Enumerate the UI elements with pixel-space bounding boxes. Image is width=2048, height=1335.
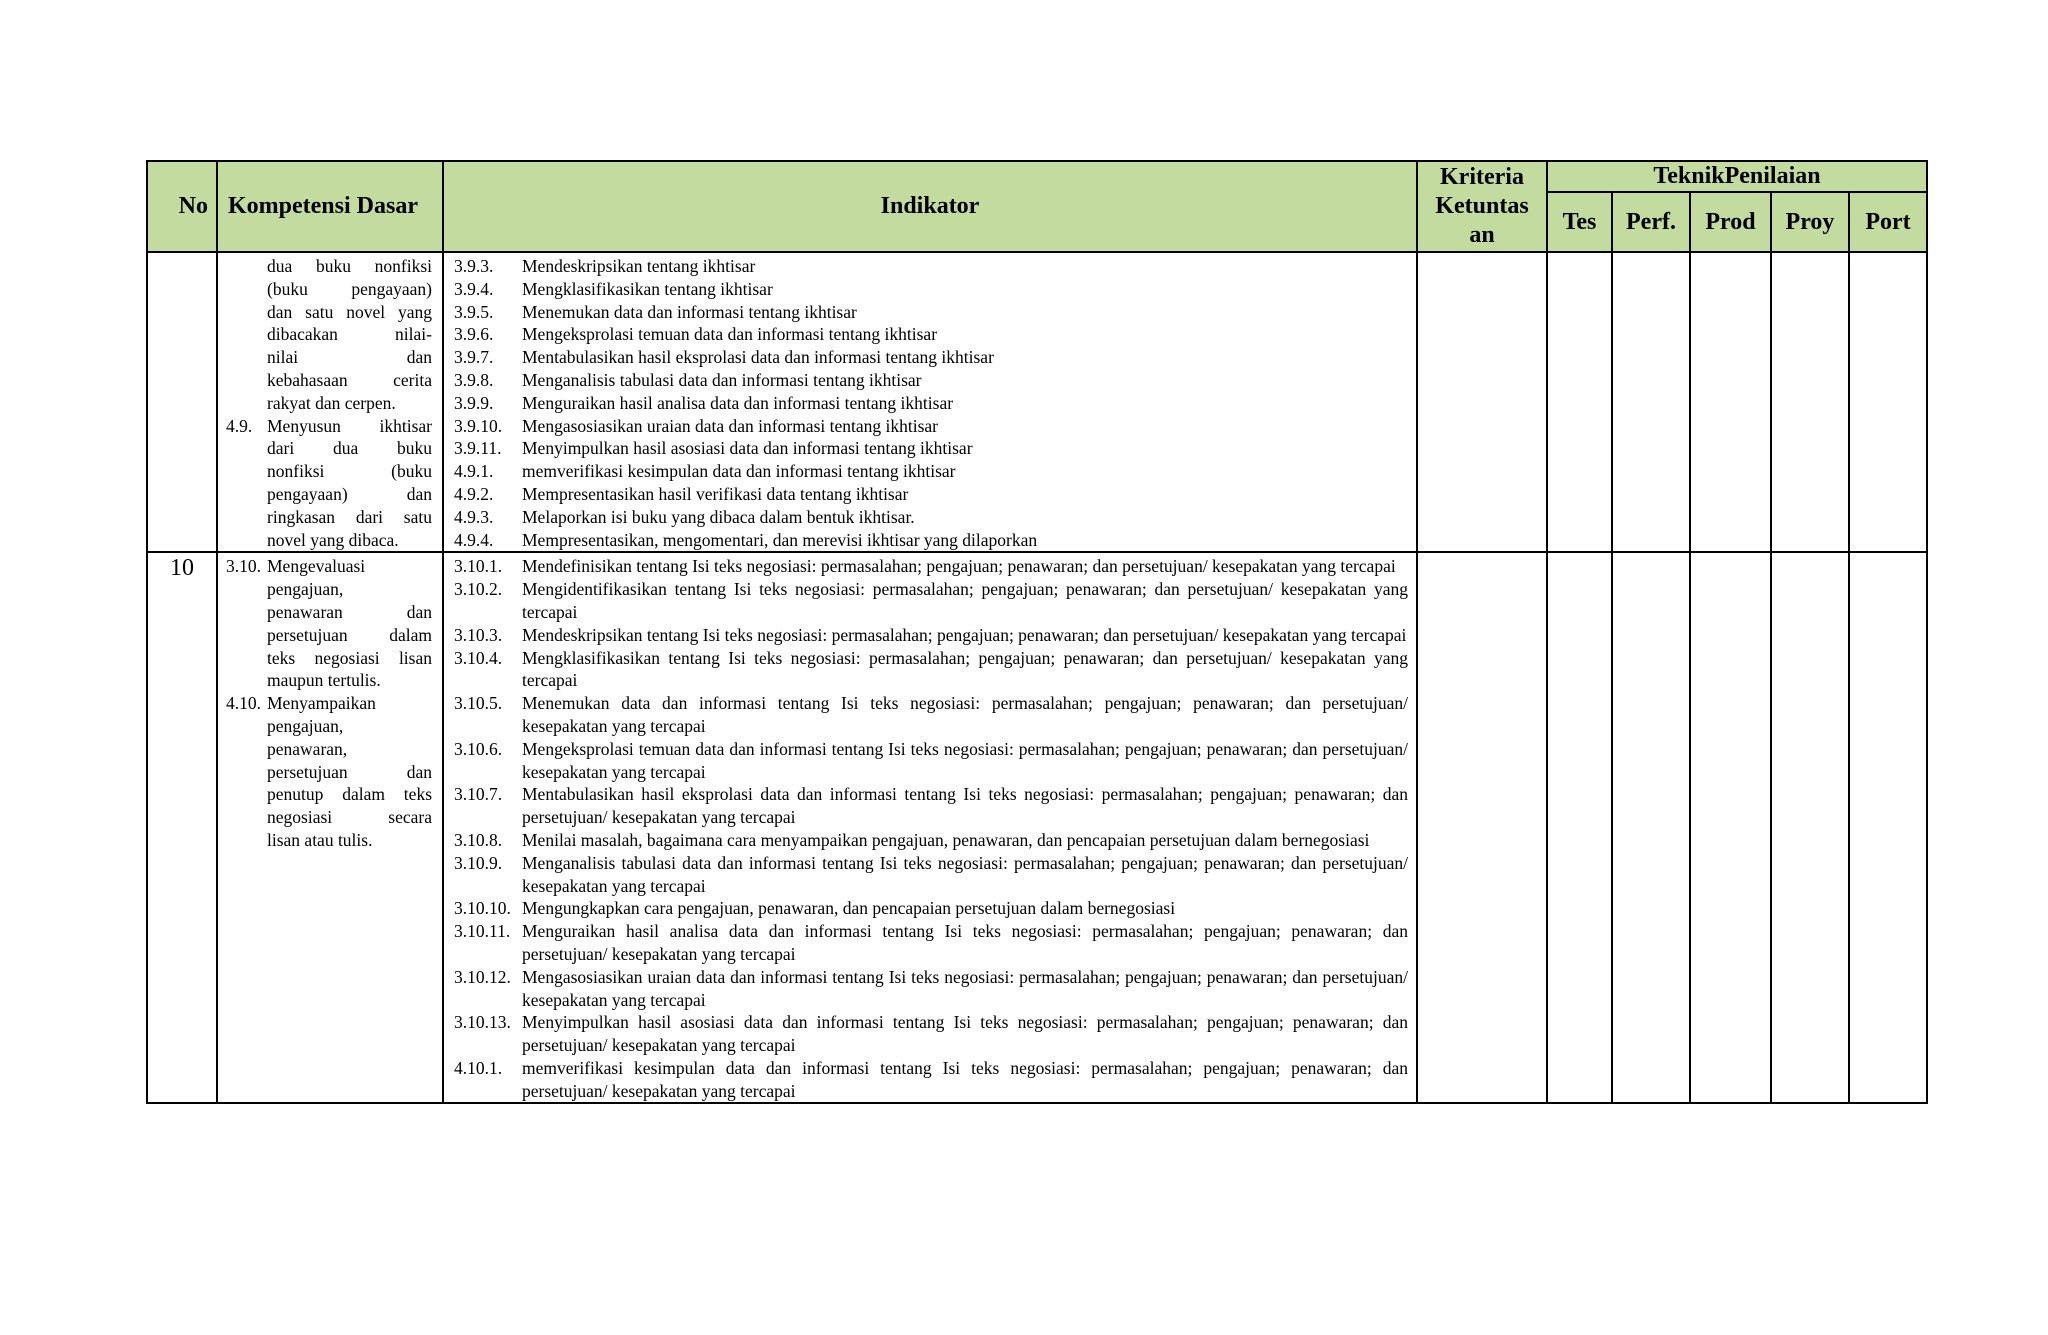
kd-line: persetujuan dan (267, 761, 432, 782)
kd-line: maupun tertulis. (267, 670, 381, 691)
kd-line: Menyusun ikhtisar (267, 415, 432, 436)
kd-line: Menyampaikan (267, 693, 376, 714)
indikator-number: 4.9.4. (454, 529, 494, 550)
prod-cell (1690, 552, 1771, 1103)
tes-cell (1547, 552, 1612, 1103)
kd-line: penawaran, (267, 738, 348, 759)
indikator-number: 3.10.12. (454, 966, 511, 987)
indikator-item (454, 346, 1408, 369)
table-body (147, 252, 1927, 1103)
indikator-number: 3.9.6. (454, 324, 494, 345)
indikator-number: 3.9.7. (454, 347, 494, 368)
header-kriteria-line: Kriteria (1440, 164, 1524, 190)
indikator-item (454, 829, 1408, 852)
kd-item (226, 555, 432, 692)
header-teknik-penilaian: TeknikPenilaian (1547, 161, 1927, 192)
indikator-item (454, 255, 1408, 278)
kd-text (267, 692, 432, 852)
table-header (147, 161, 1927, 252)
indikator-text: Mengeksprolasi temuan data dan informasi tentang Isi teks negosiasi: permasalahan; pengajuan; penawaran; dan persetujuan/ kesepakatan yang tercapai (522, 738, 1408, 782)
indikator-number: 3.10.1. (454, 556, 503, 577)
row-number: 10 (147, 552, 217, 1103)
indikator-item (454, 1057, 1408, 1103)
kd-line: (buku pengayaan) (267, 278, 432, 299)
indikator-text: Mendeskripsikan tentang Isi teks negosiasi: permasalahan; pengajuan; penawaran; dan persetujuan/ kesepakatan yang tercapai (522, 624, 1407, 645)
kd-line: lisan atau tulis. (267, 829, 373, 850)
indikator-number: 3.10.4. (454, 647, 503, 668)
indikator-item (454, 483, 1408, 506)
indikator-text: Menguraikan hasil analisa data dan informasi tentang ikhtisar (522, 392, 954, 413)
indikator-number: 3.9.11. (454, 438, 502, 459)
table-row (147, 252, 1927, 552)
indikator-number: 3.10.13. (454, 1012, 511, 1033)
kd-line: nonfiksi (buku (267, 461, 432, 482)
perf-cell (1612, 252, 1690, 552)
indikator-text: Melaporkan isi buku yang dibaca dalam bentuk ikhtisar. (522, 506, 915, 527)
indikator-number: 4.10.1. (454, 1057, 503, 1078)
indikator-item (454, 920, 1408, 966)
indikator-number: 3.10.3. (454, 624, 503, 645)
indikator-text: Menemukan data dan informasi tentang ikhtisar (522, 301, 857, 322)
indikator-item (454, 692, 1408, 738)
indikator-item (454, 852, 1408, 898)
indikator-text: Mendeskripsikan tentang ikhtisar (522, 256, 756, 276)
indikator-number: 3.9.10. (454, 415, 503, 436)
proy-cell (1771, 252, 1849, 552)
kd-line: dari dua buku (267, 438, 432, 459)
kd-line: Mengevaluasi (267, 556, 366, 577)
indikator-item (454, 624, 1408, 647)
indikator-number: 3.9.5. (454, 301, 494, 322)
indikator-item (454, 506, 1408, 529)
indikator-text: Menganalisis tabulasi data dan informasi tentang ikhtisar (522, 369, 922, 390)
prod-cell (1690, 252, 1771, 552)
table-row (147, 552, 1927, 1103)
kd-line: dua buku nonfiksi (267, 256, 432, 276)
indikator-item (454, 529, 1408, 552)
kd-line: teks negosiasi lisan (267, 647, 432, 668)
indikator-cell (443, 252, 1417, 552)
indikator-text: Mentabulasikan hasil eksprolasi data dan informasi tentang Isi teks negosiasi: permasalahan; pengajuan; penawaran; dan persetujuan/ kesepakatan yang tercapai (522, 784, 1408, 828)
indikator-number: 3.9.8. (454, 369, 494, 390)
indikator-text: Mengidentifikasikan tentang Isi teks negosiasi: permasalahan; pengajuan; penawaran; dan persetujuan/ kesepakatan yang tercapai (522, 579, 1408, 622)
kriteria-cell (1417, 552, 1547, 1103)
kompetensi-dasar-cell (217, 252, 443, 552)
row-number (147, 252, 217, 552)
indikator-number: 3.10.10. (454, 898, 511, 919)
indikator-item (454, 966, 1408, 1012)
kd-line: penawaran dan (267, 601, 432, 622)
kd-number: 4.9. (226, 415, 253, 436)
indikator-number: 3.10.9. (454, 852, 503, 873)
indikator-text: Menganalisis tabulasi data dan informasi tentang Isi teks negosiasi: permasalahan; pengajuan; penawaran; dan persetujuan/ kesepakatan yang tercapai (522, 852, 1408, 896)
indikator-number: 3.9.3. (454, 256, 494, 276)
header-proy: Proy (1771, 192, 1849, 252)
header-kompetensi-dasar: Kompetensi Dasar (217, 161, 443, 252)
indikator-cell (443, 552, 1417, 1103)
header-tes: Tes (1547, 192, 1612, 252)
indikator-number: 4.9.2. (454, 483, 494, 504)
indikator-text: Mengklasifikasikan tentang Isi teks negosiasi: permasalahan; pengajuan; penawaran; dan persetujuan/ kesepakatan yang tercapai (522, 647, 1408, 691)
header-kriteria-line: an (1469, 222, 1495, 248)
indikator-item (454, 369, 1408, 392)
port-cell (1849, 552, 1927, 1103)
indikator-text: Menilai masalah, bagaimana cara menyampaikan pengajuan, penawaran, dan pencapaian persetujuan dalam bernegosiasi (522, 829, 1370, 850)
indikator-item (454, 437, 1408, 460)
kd-line: dibacakan nilai- (267, 324, 432, 345)
kd-line: novel yang dibaca. (267, 529, 399, 550)
header-no: No (147, 161, 217, 252)
indikator-text: Menguraikan hasil analisa data dan informasi tentang Isi teks negosiasi: permasalahan; pengajuan; penawaran; dan persetujuan/ kesepakatan yang tercapai (522, 921, 1408, 964)
kd-item (226, 692, 432, 852)
kd-line: rakyat dan cerpen. (267, 392, 396, 413)
kd-line: ringkasan dari satu (267, 506, 432, 527)
kd-line: nilai dan (267, 347, 432, 368)
indikator-number: 3.10.2. (454, 579, 503, 600)
port-cell (1849, 252, 1927, 552)
indikator-item (454, 578, 1408, 624)
indikator-number: 3.10.8. (454, 829, 503, 850)
kd-text (267, 415, 432, 552)
header-kriteria-ketuntasan (1417, 161, 1547, 252)
header-indikator: Indikator (443, 161, 1417, 252)
kd-line: pengayaan) dan (267, 483, 432, 504)
indikator-number: 4.9.1. (454, 461, 494, 482)
indikator-text: memverifikasi kesimpulan data dan informasi tentang Isi teks negosiasi: permasalahan; pengajuan; penawaran; dan persetujuan/ kesepakatan yang tercapai (522, 1057, 1408, 1101)
indikator-text: Mengungkapkan cara pengajuan, penawaran, dan pencapaian persetujuan dalam bernegosiasi (522, 898, 1176, 919)
assessment-table (146, 160, 1928, 1104)
indikator-text: Mendefinisikan tentang Isi teks negosiasi: permasalahan; pengajuan; penawaran; dan persetujuan/ kesepakatan yang tercapai (522, 556, 1396, 577)
indikator-item (454, 1011, 1408, 1057)
indikator-number: 3.10.7. (454, 784, 503, 805)
kompetensi-dasar-cell (217, 552, 443, 1103)
indikator-item (454, 392, 1408, 415)
indikator-number: 3.9.4. (454, 278, 494, 299)
indikator-text: Mengasosiasikan uraian data dan informasi tentang Isi teks negosiasi: permasalahan; pengajuan; penawaran; dan persetujuan/ kesepakatan yang tercapai (522, 966, 1408, 1010)
kd-line: kebahasaan cerita (267, 369, 432, 390)
kd-line: dan satu novel yang (267, 301, 432, 322)
indikator-text: Mengeksprolasi temuan data dan informasi tentang ikhtisar (522, 324, 938, 345)
indikator-item (454, 647, 1408, 693)
indikator-item (454, 555, 1408, 578)
header-kriteria-line: Ketuntas (1435, 193, 1529, 219)
indikator-item (454, 897, 1408, 920)
kriteria-cell (1417, 252, 1547, 552)
indikator-number: 3.10.11. (454, 921, 511, 942)
header-perf: Perf. (1612, 192, 1690, 252)
header-prod: Prod (1690, 192, 1771, 252)
indikator-text: Mengklasifikasikan tentang ikhtisar (522, 278, 773, 299)
indikator-item (454, 783, 1408, 829)
indikator-number: 3.10.5. (454, 693, 503, 714)
kd-indent (226, 255, 267, 415)
indikator-text: Mentabulasikan hasil eksprolasi data dan informasi tentang ikhtisar (522, 347, 994, 368)
indikator-number: 3.10.6. (454, 738, 503, 759)
kd-continuation (267, 255, 432, 415)
kd-text (267, 555, 432, 692)
indikator-item (454, 301, 1408, 324)
indikator-number: 4.9.3. (454, 506, 494, 527)
indikator-text: memverifikasi kesimpulan data dan informasi tentang ikhtisar (522, 461, 956, 482)
indikator-item (454, 738, 1408, 784)
tes-cell (1547, 252, 1612, 552)
kd-line: negosiasi secara (267, 807, 432, 828)
perf-cell (1612, 552, 1690, 1103)
header-port: Port (1849, 192, 1927, 252)
indikator-item (454, 323, 1408, 346)
kd-number: 3.10. (226, 556, 261, 577)
indikator-text: Menyimpulkan hasil asosiasi data dan informasi tentang ikhtisar (522, 438, 973, 459)
kd-line: persetujuan dalam (267, 624, 432, 645)
indikator-text: Mempresentasikan hasil verifikasi data tentang ikhtisar (522, 483, 909, 504)
indikator-item (454, 278, 1408, 301)
kd-line: pengajuan, (267, 579, 344, 600)
kd-line: pengajuan, (267, 715, 344, 736)
indikator-text: Mempresentasikan, mengomentari, dan merevisi ikhtisar yang dilaporkan (522, 529, 1038, 550)
indikator-item (454, 460, 1408, 483)
kd-item (226, 415, 432, 552)
kd-number: 4.10. (226, 693, 261, 714)
indikator-text: Mengasosiasikan uraian data dan informasi tentang ikhtisar (522, 415, 938, 436)
indikator-text: Menyimpulkan hasil asosiasi data dan informasi tentang Isi teks negosiasi: permasalahan; pengajuan; penawaran; dan persetujuan/ kesepakatan yang tercapai (522, 1012, 1408, 1056)
indikator-item (454, 415, 1408, 438)
indikator-number: 3.9.9. (454, 392, 494, 413)
indikator-text: Menemukan data dan informasi tentang Isi teks negosiasi: permasalahan; pengajuan; penawaran; dan persetujuan/ kesepakatan yang tercapai (522, 693, 1408, 736)
proy-cell (1771, 552, 1849, 1103)
kd-line: penutup dalam teks (267, 784, 432, 805)
